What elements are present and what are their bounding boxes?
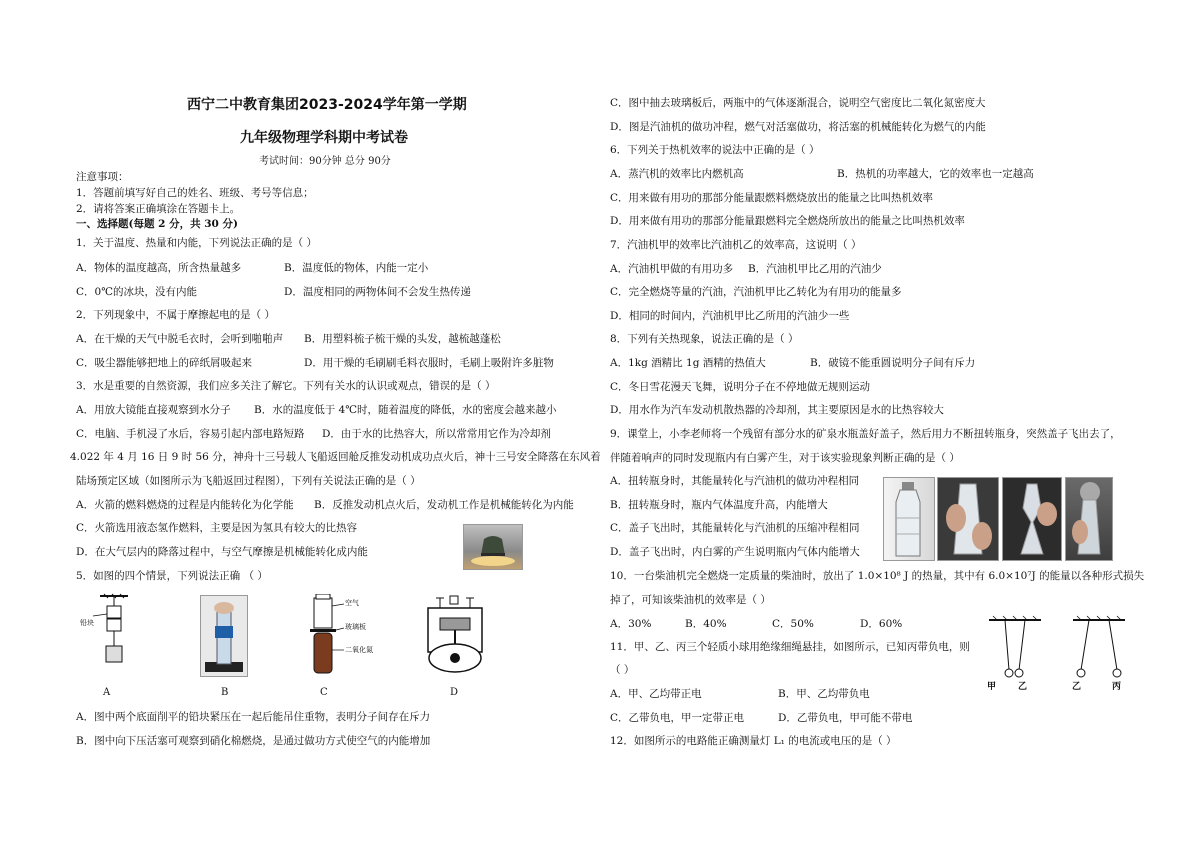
question-3: 3．水是重要的自然资源，我们应多关注了解它。下列有关水的认识或观点，错误的是（ ） — [76, 380, 496, 392]
question-1: 1．关于温度、热量和内能，下列说法正确的是（ ） — [76, 237, 318, 249]
q8-option-a: A．1kg 酒精比 1g 酒精的热值大 — [610, 357, 766, 369]
figure-c-caption: C — [320, 687, 328, 698]
q9-option-a: A．扭转瓶身时，其能量转化与汽油机的做功冲程相同 — [610, 475, 860, 487]
question-10-line2: 掉了，可知该柴油机的效率是（ ） — [610, 594, 771, 606]
q6-option-c: C．用来做有用功的那部分能量跟燃料燃烧放出的能量之比叫热机效率 — [610, 192, 934, 204]
question-6: 6．下列关于热机效率的说法中正确的是（ ） — [610, 144, 820, 156]
q10-option-d: D．60% — [860, 618, 903, 630]
question-2: 2．下列现象中，不属于摩擦起电的是（ ） — [76, 309, 276, 321]
q7-option-b: B．汽油机甲比乙用的汽油少 — [748, 263, 882, 275]
q11-option-b: B．甲、乙均带负电 — [778, 688, 870, 700]
question-4-line2: 陆场预定区域（如图所示为飞船返回过程图），下列有关说法正确的是（ ） — [76, 475, 421, 487]
syringe-icon — [201, 596, 247, 676]
q5-option-b: B．图中向下压活塞可观察到硝化棉燃烧，是通过做功方式使空气的内能增加 — [76, 735, 431, 747]
notes-heading: 注意事项： — [76, 171, 129, 183]
question-11-line1: 11．甲、乙、丙三个轻质小球用绝缘细绳悬挂，如图所示，已知丙带负电，则 — [610, 641, 970, 653]
capsule-landing-photo — [463, 524, 523, 570]
q8-option-c: C．冬日雪花漫天飞舞，说明分子在不停地做无规则运动 — [610, 381, 871, 393]
bottle-photo-1 — [883, 477, 935, 561]
section-heading: 一、选择题(每题 2 分，共 30 分) — [76, 218, 238, 230]
q10-option-c: C．50% — [772, 618, 814, 630]
capsule-icon — [464, 525, 522, 569]
question-8: 8．下列有关热现象，说法正确的是（ ） — [610, 333, 799, 345]
note-2: 2．请将答案正确填涂在答题卡上。 — [76, 203, 241, 215]
q6-option-a: A．蒸汽机的效率比内燃机高 — [610, 168, 744, 180]
q11-option-d: D．乙带负电，甲可能不带电 — [778, 712, 913, 724]
figure-a-label-lead: 铅块 — [80, 619, 94, 627]
q4-option-b: B．反推发动机点火后，发动机工作是机械能转化为内能 — [314, 499, 574, 511]
q2-option-d: D．用干燥的毛刷刷毛料衣服时，毛刷上吸附许多脏物 — [304, 357, 554, 369]
figure-d-caption: D — [450, 687, 459, 698]
ball-label-bing: 丙 — [1112, 682, 1122, 692]
q2-option-c: C．吸尘器能够把地上的碎纸屑吸起来 — [76, 357, 253, 369]
question-4-line1: 4.022 年 4 月 16 日 9 时 56 分，神舟十三号载人飞船返回舱反推发动机成功点火后，神十三号安全降落在东风着 — [70, 451, 601, 463]
twisted-bottle-icon — [1003, 478, 1061, 560]
question-12: 12．如图所示的电路能正确测量灯 L₁ 的电流或电压的是（ ） — [610, 735, 897, 747]
fog-bottle-icon — [1066, 478, 1112, 560]
exam-meta: 考试时间：90分钟 总分 90分 — [259, 156, 391, 167]
ball-label-yi-right: 乙 — [1072, 682, 1082, 692]
q5-option-c: C．图中抽去玻璃板后，两瓶中的气体逐渐混合，说明空气密度比二氧化氮密度大 — [610, 97, 986, 109]
q3-option-a: A．用放大镜能直接观察到水分子 — [76, 404, 231, 416]
q1-option-d: D．温度相同的两物体间不会发生热传递 — [284, 286, 471, 298]
figure-a-caption: A — [103, 687, 111, 698]
q11-option-a: A．甲、乙均带正电 — [610, 688, 702, 700]
q8-option-d: D．用水作为汽车发动机散热器的冷却剂，其主要原因是水的比热容较大 — [610, 404, 944, 416]
bottle-icon — [884, 478, 934, 560]
figure-b-syringe-photo — [200, 595, 248, 677]
exam-title-line1: 西宁二中教育集团2023-2024学年第一学期 — [187, 97, 467, 113]
q4-option-c: C．火箭选用液态氢作燃料，主要是因为氢具有较大的比热容 — [76, 522, 358, 534]
q5-option-d: D．图是汽油机的做功冲程，燃气对活塞做功，将活塞的机械能转化为燃气的内能 — [610, 121, 986, 133]
exam-title-line2: 九年级物理学科期中考试卷 — [240, 130, 408, 146]
q7-option-a: A．汽油机甲做的有用功多 — [610, 263, 734, 275]
q7-option-c: C．完全燃烧等量的汽油，汽油机甲比乙转化为有用功的能量多 — [610, 286, 902, 298]
q6-option-b: B．热机的功率越大，它的效率也一定越高 — [837, 168, 1034, 180]
question-10-line1: 10．一台柴油机完全燃烧一定质量的柴油时，放出了 1.0×10⁸ J 的热量，其中有 6.0×10⁷J 的能量以各种形式损失 — [610, 570, 1145, 582]
q8-option-b: B．破镜不能重圆说明分子间有斥力 — [810, 357, 976, 369]
q9-option-d: D．盖子飞出时，内白雾的产生说明瓶内气体内能增大 — [610, 546, 860, 558]
question-9-line2: 伴随着响声的同时发现瓶内有白雾产生，对于该实验现象判断正确的是（ ） — [610, 452, 960, 464]
figure-c-label-no2: 二氧化氮 — [345, 646, 373, 654]
right-column — [600, 0, 1200, 848]
q7-option-d: D．相同的时间内，汽油机甲比乙所用的汽油少一些 — [610, 310, 850, 322]
q1-option-a: A．物体的温度越高，所含热量越多 — [76, 262, 242, 274]
q9-option-c: C．盖子飞出时，其能量转化与汽油机的压缩冲程相同 — [610, 522, 860, 534]
q3-option-d: D．由于水的比热容大，所以常常用它作为冷却剂 — [322, 428, 551, 440]
question-9-line1: 9．课堂上，小李老师将一个残留有部分水的矿泉水瓶盖好盖子，然后用力不断扭转瓶身，突然盖子飞出去了， — [610, 428, 1121, 440]
question-5: 5．如图的四个情景，下列说法正确 （ ） — [76, 570, 268, 582]
figure-c-label-air: 空气 — [345, 599, 359, 607]
figure-c-label-glass: 玻璃板 — [345, 623, 366, 631]
figure-b-caption: B — [221, 687, 229, 698]
q10-option-b: B．40% — [685, 618, 727, 630]
q2-option-a: A．在干燥的天气中脱毛衣时，会听到啪啪声 — [76, 333, 284, 345]
q2-option-b: B．用塑料梳子梳干燥的头发，越梳越蓬松 — [304, 333, 501, 345]
q10-option-a: A．30% — [610, 618, 652, 630]
figure-d-engine — [420, 594, 490, 676]
bottle-photo-4 — [1065, 477, 1113, 561]
q3-option-c: C．电脑、手机浸了水后，容易引起内部电路短路 — [76, 428, 305, 440]
q1-option-c: C．0℃的冰块，没有内能 — [76, 286, 197, 298]
question-7: 7．汽油机甲的效率比汽油机乙的效率高，这说明（ ） — [610, 239, 862, 251]
q5-option-a: A．图中两个底面削平的铅块紧压在一起后能吊住重物，表明分子间存在斥力 — [76, 711, 431, 723]
ball-label-jia: 甲 — [987, 682, 997, 692]
q9-option-b: B．扭转瓶身时，瓶内气体温度升高，内能增大 — [610, 499, 828, 511]
bottle-photo-3 — [1002, 477, 1062, 561]
q4-option-a: A．火箭的燃料燃烧的过程是内能转化为化学能 — [76, 499, 294, 511]
ball-label-yi-left: 乙 — [1018, 682, 1028, 692]
q3-option-b: B．水的温度低于 4℃时，随着温度的降低，水的密度会越来越小 — [254, 404, 557, 416]
bottle-photo-2 — [937, 477, 999, 561]
q11-option-c: C．乙带负电，甲一定带正电 — [610, 712, 745, 724]
question-11-line2: （ ） — [610, 664, 635, 676]
figure-a-lead-blocks — [80, 592, 150, 674]
note-1: 1．答题前填写好自己的姓名、班级、考号等信息； — [76, 187, 314, 199]
q4-option-d: D．在大气层内的降落过程中，与空气摩擦是机械能转化成内能 — [76, 546, 368, 558]
q1-option-b: B．温度低的物体，内能一定小 — [284, 262, 429, 274]
q6-option-d: D．用来做有用功的那部分能量跟燃料完全燃烧所放出的能量之比叫热机效率 — [610, 215, 965, 227]
twisting-bottle-icon — [938, 478, 998, 560]
